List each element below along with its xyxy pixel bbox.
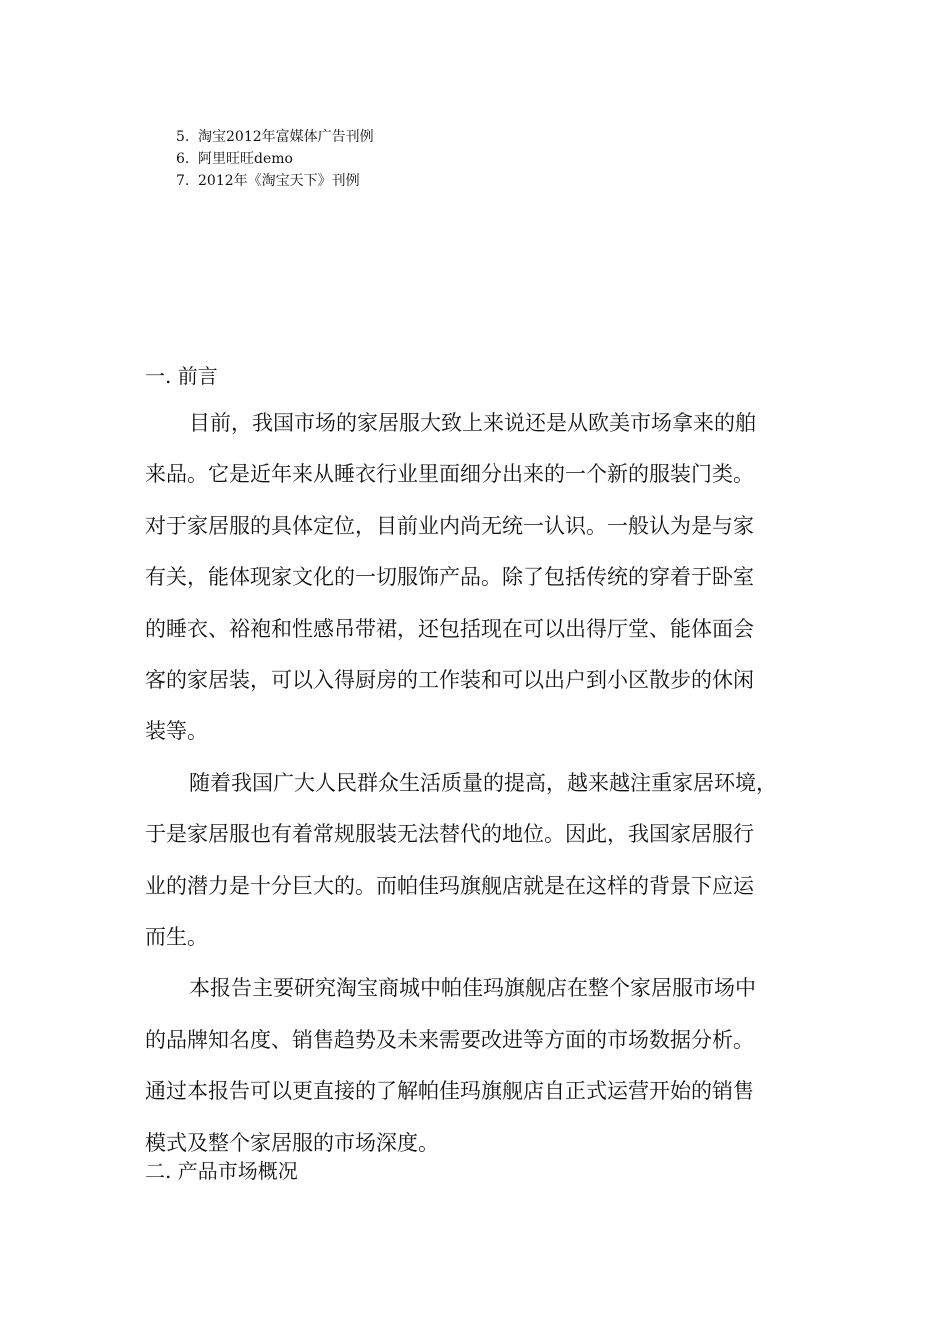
paragraph-line: 装等。 — [145, 719, 208, 744]
section-heading-preface: 一. 前言 — [145, 364, 218, 388]
paragraph — [145, 963, 810, 1169]
toc-item — [176, 170, 374, 192]
toc-item-number: 7. — [176, 173, 190, 189]
paragraph — [145, 758, 810, 964]
paragraph-line: 而生。 — [145, 925, 208, 950]
paragraph-line: 业的潜力是十分巨大的。而帕佳玛旗舰店就是在这样的背景下应运 — [145, 873, 754, 898]
paragraph-line: 的睡衣、裕袍和性感吊带裙，还包括现在可以出得厅堂、能体面会 — [145, 616, 754, 641]
paragraph-line: 通过本报告可以更直接的了解帕佳玛旗舰店自正式运营开始的销售 — [145, 1079, 754, 1104]
toc-item-text: 2012年《淘宝天下》刊例 — [198, 173, 360, 189]
section-heading-market-overview: 二. 产品市场概况 — [145, 1159, 298, 1183]
section-body-preface — [145, 398, 810, 1169]
paragraph-line: 于是家居服也有着常规服装无法替代的地位。因此，我国家居服行 — [145, 822, 754, 847]
toc-list — [176, 126, 374, 192]
toc-item — [176, 148, 374, 170]
toc-item-number: 5. — [176, 129, 190, 145]
toc-item-text: 淘宝2012年富媒体广告刊例 — [198, 129, 374, 145]
paragraph-line: 对于家居服的具体定位，目前业内尚无统一认识。一般认为是与家 — [145, 513, 754, 538]
paragraph-line: 来品。它是近年来从睡衣行业里面细分出来的一个新的服装门类。 — [145, 462, 754, 487]
paragraph-line: 客的家居装，可以入得厨房的工作装和可以出户到小区散步的休闲 — [145, 668, 754, 693]
toc-item-number: 6. — [176, 151, 190, 167]
paragraph-line: 目前，我国市场的家居服大致上来说还是从欧美市场拿来的舶 — [189, 411, 756, 435]
toc-item-text: 阿里旺旺demo — [198, 151, 293, 167]
paragraph-line: 有关，能体现家文化的一切服饰产品。除了包括传统的穿着于卧室 — [145, 565, 754, 590]
toc-item — [176, 126, 374, 148]
paragraph-line: 模式及整个家居服的市场深度。 — [145, 1130, 439, 1155]
paragraph — [145, 398, 810, 758]
paragraph-line: 随着我国广大人民群众生活质量的提高，越来越注重家居环境， — [189, 770, 777, 795]
paragraph-line: 本报告主要研究淘宝商城中帕佳玛旗舰店在整个家居服市场中 — [189, 976, 756, 1001]
paragraph-line: 的品牌知名度、销售趋势及未来需要改进等方面的市场数据分析。 — [145, 1027, 754, 1052]
